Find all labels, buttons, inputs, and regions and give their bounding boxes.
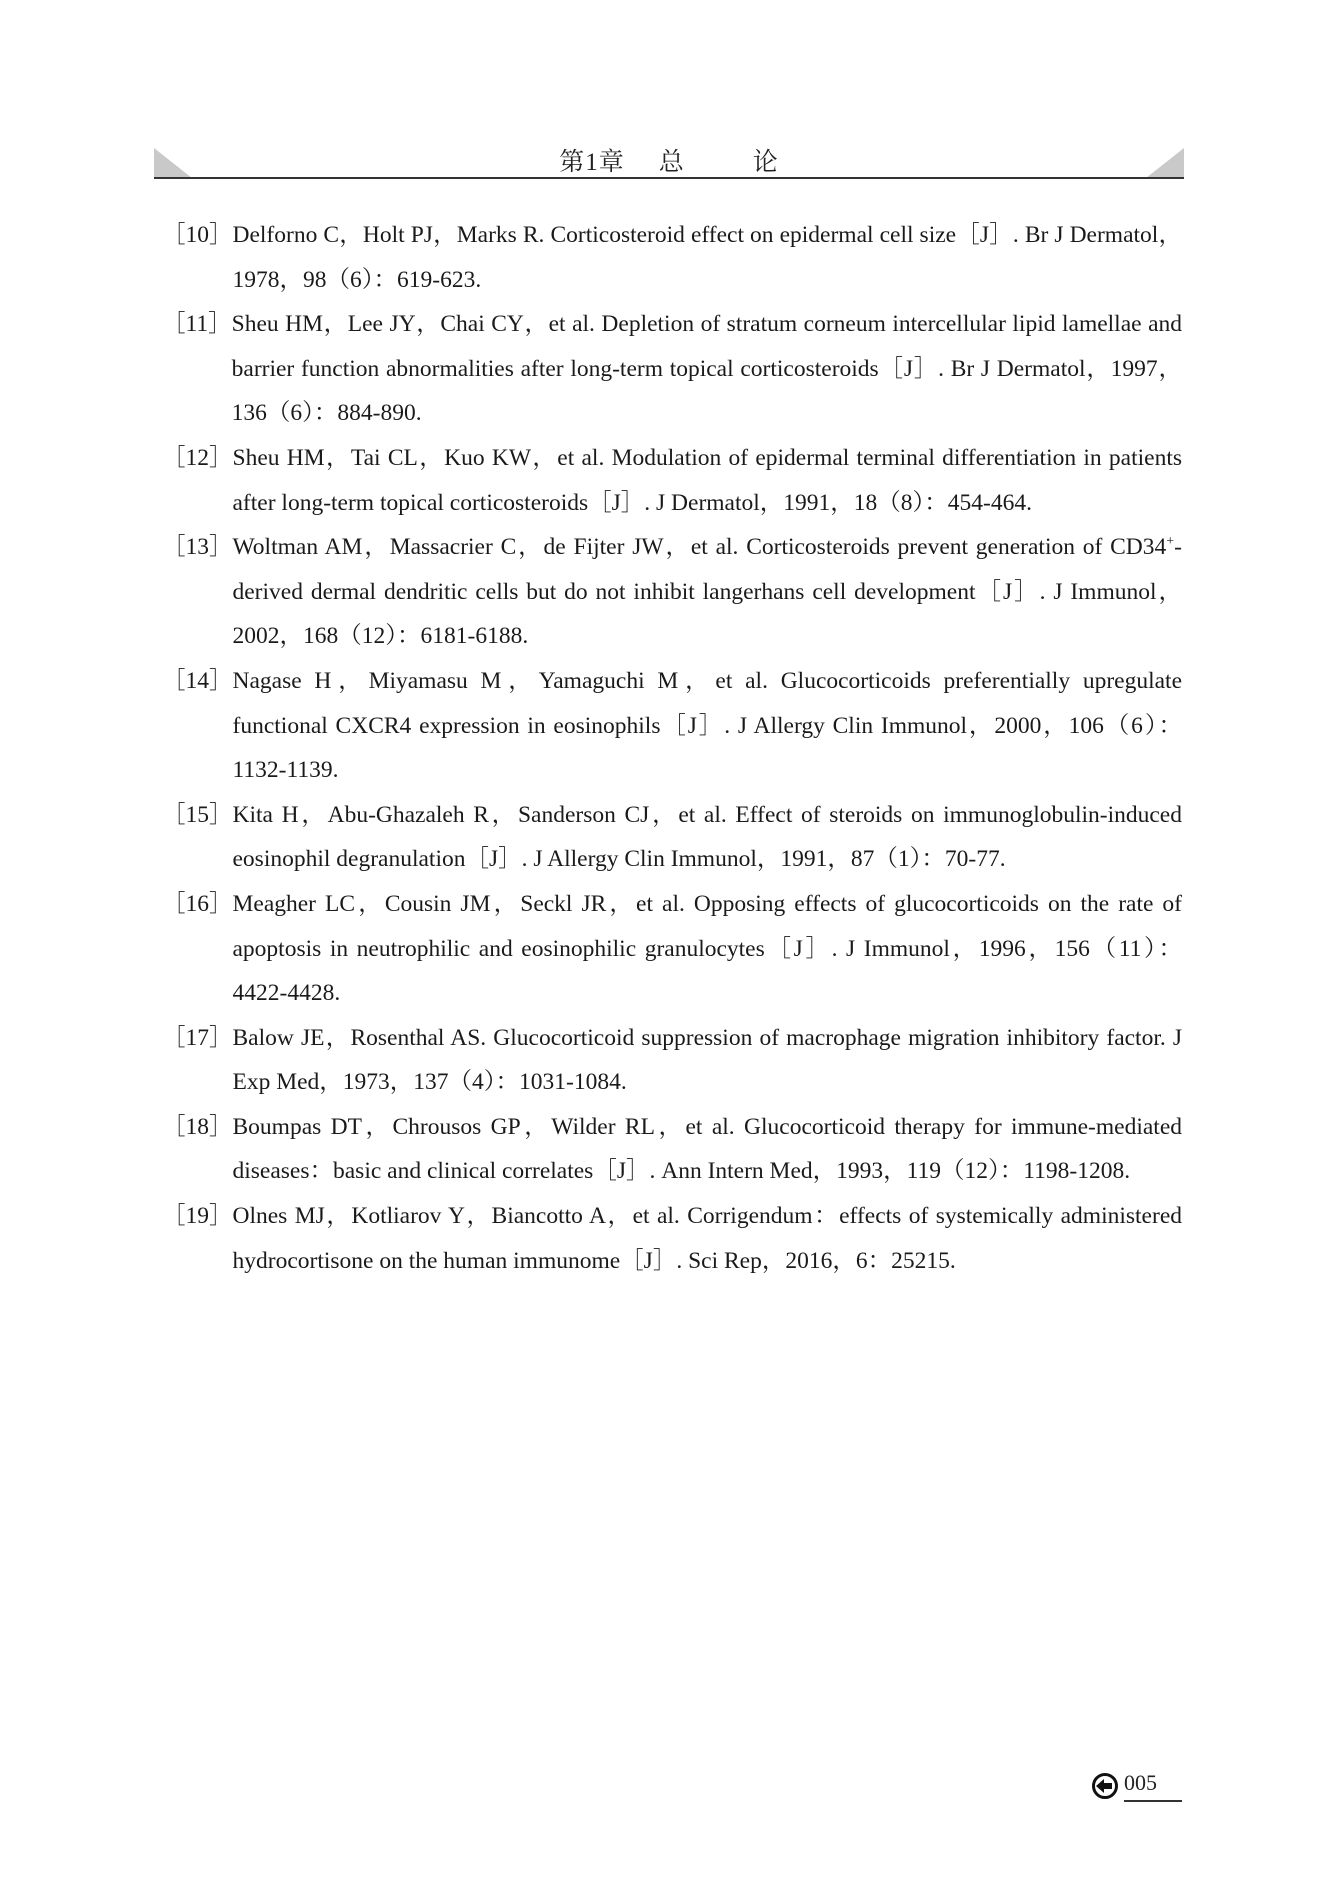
reference-item xyxy=(162,1194,1182,1283)
reference-text xyxy=(233,525,1183,659)
reference-number: ［17］ xyxy=(162,1024,233,1051)
chapter-title xyxy=(154,142,1184,178)
reference-list xyxy=(162,213,1182,1283)
reference-text: Boumpas DT，Chrousos GP，Wilder RL，et al. Glucocorticoid therapy for immune-mediated diseases：basic and clinical correlates［J］. Ann Intern Med，1993，119（12）：1198-1208. xyxy=(232,1113,1182,1185)
reference-text: Olnes MJ，Kotliarov Y，Biancotto A，et al. Corrigendum：effects of systemically administered hydrocortisone on the human immunome［J］. Sci Rep，2016，6：25215. xyxy=(232,1203,1182,1274)
superscript-plus: + xyxy=(1166,534,1175,550)
reference-item xyxy=(162,793,1182,882)
reference-item xyxy=(162,436,1182,525)
reference-text: Meagher LC，Cousin JM，Seckl JR，et al. Opposing effects of glucocorticoids on the rate of apoptosis in neutrophilic and eosinophilic granulocytes［J］. J Immunol，1996，156（11）：4422-4428. xyxy=(232,890,1182,1007)
header-rule xyxy=(154,177,1184,179)
page-number-underline xyxy=(1124,1800,1182,1802)
reference-text: Delforno C，Holt PJ，Marks R. Corticosteroid effect on epidermal cell size［J］. Br J Dermatol，1978，98（6）：619-623. xyxy=(232,222,1182,293)
running-header xyxy=(154,140,1184,180)
chapter-title-part1: 总 xyxy=(658,149,685,176)
chapter-title-part2: 论 xyxy=(752,149,779,176)
chapter-number: 第1章 xyxy=(559,149,625,176)
back-arrow-icon xyxy=(1092,1773,1118,1799)
reference-number: ［10］ xyxy=(162,222,233,248)
page-number: 005 xyxy=(1124,1770,1157,1795)
reference-text: Kita H，Abu-Ghazaleh R，Sanderson CJ，et al. Effect of steroids on immunoglobulin-induced eosinophil degranulation［J］. J Allergy Clin Immunol，1991，87（1）：70-77. xyxy=(232,801,1182,873)
reference-number: ［13］ xyxy=(162,534,233,561)
reference-number: ［16］ xyxy=(162,890,233,917)
reference-item xyxy=(162,659,1182,793)
reference-item xyxy=(162,302,1182,436)
page-footer xyxy=(1092,1770,1182,1804)
reference-number: ［12］ xyxy=(162,444,233,471)
reference-number: ［15］ xyxy=(162,801,233,828)
reference-item xyxy=(162,882,1182,1016)
reference-item xyxy=(162,525,1182,659)
reference-number: ［14］ xyxy=(162,667,233,694)
reference-number: ［11］ xyxy=(162,311,232,338)
reference-item xyxy=(162,1105,1182,1194)
reference-number: ［19］ xyxy=(162,1203,233,1230)
reference-item xyxy=(162,1016,1182,1105)
reference-text: Sheu HM，Tai CL，Kuo KW，et al. Modulation of epidermal terminal differentiation in patients after long-term topical corticosteroids［J］. J Dermatol，1991，18（8）：454-464. xyxy=(232,444,1182,516)
reference-number: ［18］ xyxy=(162,1113,233,1140)
reference-text-part: Woltman AM，Massacrier C，de Fijter JW，et al. Corticosteroids prevent generation of CD34 xyxy=(232,534,1167,561)
reference-item xyxy=(162,213,1182,302)
reference-text-part: -derived dermal dendritic cells but do not inhibit langerhans cell development［J］. J Immunol，2002，168（12）：6181-6188. xyxy=(232,534,1182,650)
reference-text: Sheu HM，Lee JY，Chai CY，et al. Depletion of stratum corneum intercellular lipid lamellae and barrier function abnormalities after long-term topical corticosteroids［J］. Br J Dermatol，1997，136（6）：884-890. xyxy=(231,311,1182,427)
reference-text: Balow JE，Rosenthal AS. Glucocorticoid suppression of macrophage migration inhibitory factor. J Exp Med，1973，137（4）：1031-1084. xyxy=(232,1024,1182,1096)
reference-text: Nagase H，Miyamasu M，Yamaguchi M，et al. Glucocorticoids preferentially upregulate functional CXCR4 expression in eosinophils［J］. J Allergy Clin Immunol，2000，106（6）：1132-1139. xyxy=(232,667,1182,784)
